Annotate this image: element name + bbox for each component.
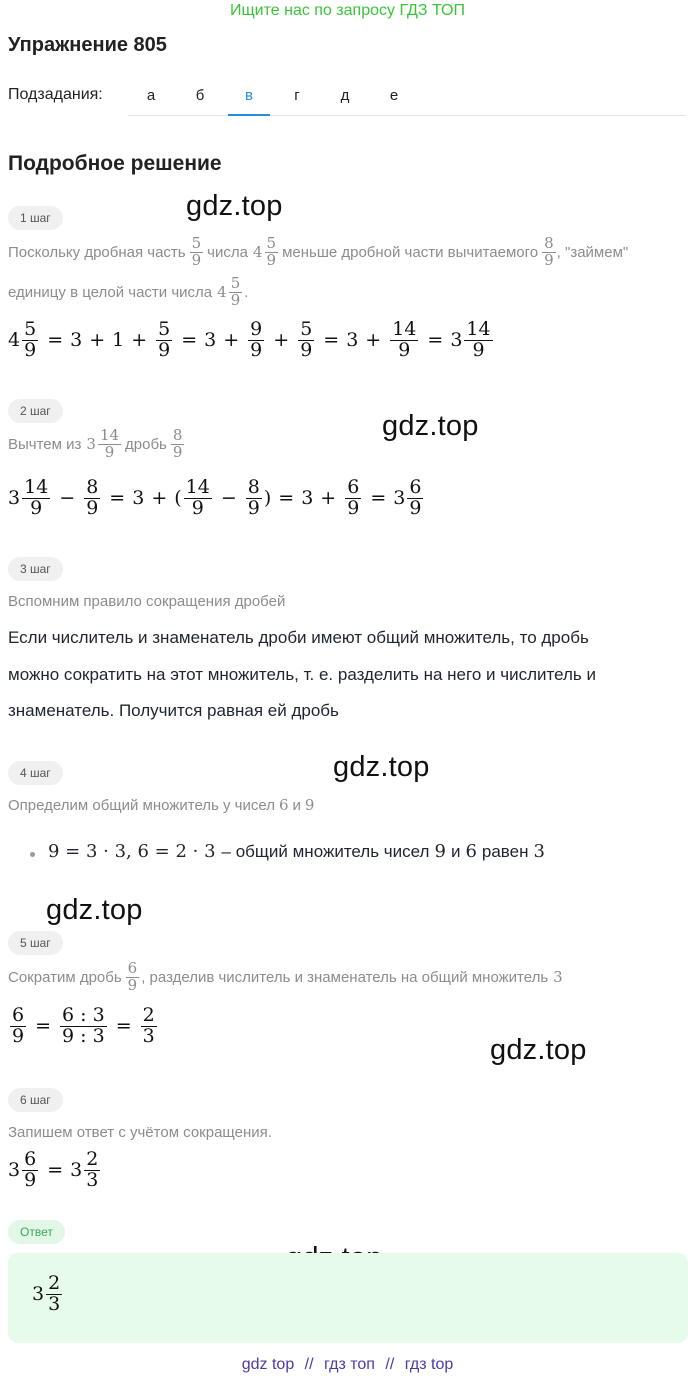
step-text: дробь — [125, 435, 167, 453]
footer-separator: // — [385, 1356, 395, 1373]
fraction: $\frac{5}{9}$ — [230, 274, 241, 309]
footer-link[interactable]: гдз top — [404, 1356, 454, 1373]
watermark: gdz.top — [382, 410, 479, 442]
fraction: $\frac{8}{9}$ — [172, 426, 183, 461]
section-title: Подробное решение — [8, 152, 222, 175]
rule-line: можно сократить на этот множитель, т. е. разделить на него и числитель и — [8, 665, 596, 684]
rule-line: знаменатель. Получится равная ей дробь — [8, 701, 339, 720]
page-title: Упражнение 805 — [8, 34, 167, 56]
watermark: gdz.top — [186, 190, 283, 222]
answer-formula: 3 $\frac{2}{3}$ — [32, 1272, 61, 1315]
bullet-text: равен — [481, 841, 529, 861]
footer-link[interactable]: гдз топ — [324, 1356, 375, 1373]
step-badge: 2 шаг — [8, 399, 63, 423]
step-text: и — [292, 796, 301, 814]
search-banner: Ищите нас по запросу ГДЗ ТОП — [230, 2, 465, 19]
tab-e[interactable]: е — [389, 87, 399, 104]
step-text: , "займем" — [556, 243, 629, 261]
step-badge: 5 шаг — [8, 931, 63, 955]
answer-badge: Ответ — [8, 1220, 65, 1244]
bullet-icon — [30, 852, 35, 857]
tab-a[interactable]: а — [146, 87, 156, 104]
step-badge: 6 шаг — [8, 1088, 63, 1112]
footer-link[interactable]: gdz top — [241, 1356, 295, 1373]
step-badge: 4 шаг — [8, 761, 63, 785]
formula: 4 $\frac{5}{9}$ = 3 + 1 + $\frac{5}{9}$ = 3 + $\frac{9}{9}$ + $\frac{5}{9}$ = 3 + $\frac{14}{9}$ = 3 $\frac{14}{9}$ — [8, 318, 491, 361]
answer-box — [8, 1253, 688, 1343]
step-5-text: Сократим дробь $\frac{6}{9}$ , разделив числитель и знаменатель на общий множитель 3 — [8, 959, 563, 994]
step-text: единицу в целой части числа — [8, 283, 213, 301]
step-1-text-2: единицу в целой части числа 4 $\frac{5}{9}$ . — [8, 274, 249, 309]
fraction: $\frac{5}{9}$ — [191, 234, 202, 269]
step-4-text: Определим общий множитель у чисел 6 и 9 — [8, 796, 315, 814]
step-text: меньше дробной части вычитаемого — [282, 243, 539, 261]
step-text: Определим общий множитель у чисел — [8, 796, 275, 814]
fraction: $\frac{14}{9}$ — [99, 426, 120, 461]
tab-v[interactable]: в — [228, 80, 270, 116]
step-text: , разделив числитель и знаменатель на общий множитель — [141, 968, 549, 986]
formula: 3 $\frac{6}{9}$ = 3 $\frac{2}{3}$ — [8, 1148, 99, 1191]
fraction: $\frac{5}{9}$ — [266, 234, 277, 269]
formula: 3 $\frac{14}{9}$ − $\frac{8}{9}$ = 3 + ( $\frac{14}{9}$ − $\frac{8}{9}$ ) = 3 + $\frac{6}{9}$ = 3 $\frac{6}{9}$ — [8, 476, 422, 519]
bullet-text: и — [450, 841, 461, 861]
watermark: gdz.top — [46, 894, 143, 926]
step-1-text: Поскольку дробная часть $\frac{5}{9}$ числа 4 $\frac{5}{9}$ меньше дробной части вычитаемого $\frac{8}{9}$ , "займем" — [8, 234, 629, 269]
step-badge: 1 шаг — [8, 206, 63, 230]
subtasks-tabs — [128, 80, 686, 116]
step-badge: 3 шаг — [8, 557, 63, 581]
formula: $\frac{6}{9}$ = $\frac{6 : 3}{9 : 3}$ = $\frac{2}{3}$ — [12, 1004, 155, 1047]
step-2-text: Вычтем из 3 $\frac{14}{9}$ дробь $\frac{8}{9}$ — [8, 426, 183, 461]
step-text: . — [244, 283, 249, 301]
tab-d[interactable]: д — [340, 87, 350, 104]
tab-b[interactable]: б — [195, 87, 205, 104]
step-text: Сократим дробь — [8, 968, 122, 986]
step-text: Поскольку дробная часть — [8, 243, 186, 261]
step-text: Вспомним правило сокращения дробей — [8, 593, 286, 610]
fraction: $\frac{8}{9}$ — [544, 234, 554, 269]
bullet-text: – общий множитель чисел — [221, 841, 430, 861]
watermark: gdz.top — [333, 751, 430, 783]
watermark: gdz.top — [490, 1034, 587, 1066]
step-text: числа — [207, 243, 248, 261]
footer-links — [0, 1356, 695, 1374]
bullet-item: 9 = 3 · 3, 6 = 2 · 3 – общий множитель чисел 9 и 6 равен 3 — [48, 841, 545, 862]
tab-g[interactable]: г — [294, 87, 300, 104]
step-text: Запишем ответ с учётом сокращения. — [8, 1124, 272, 1141]
footer-separator: // — [304, 1356, 314, 1373]
subtasks-label: Подзадания: — [8, 86, 103, 103]
fraction: $\frac{6}{9}$ — [127, 959, 138, 994]
step-text: Вычтем из — [8, 435, 82, 453]
rule-line: Если числитель и знаменатель дроби имеют общий множитель, то дробь — [8, 628, 589, 647]
